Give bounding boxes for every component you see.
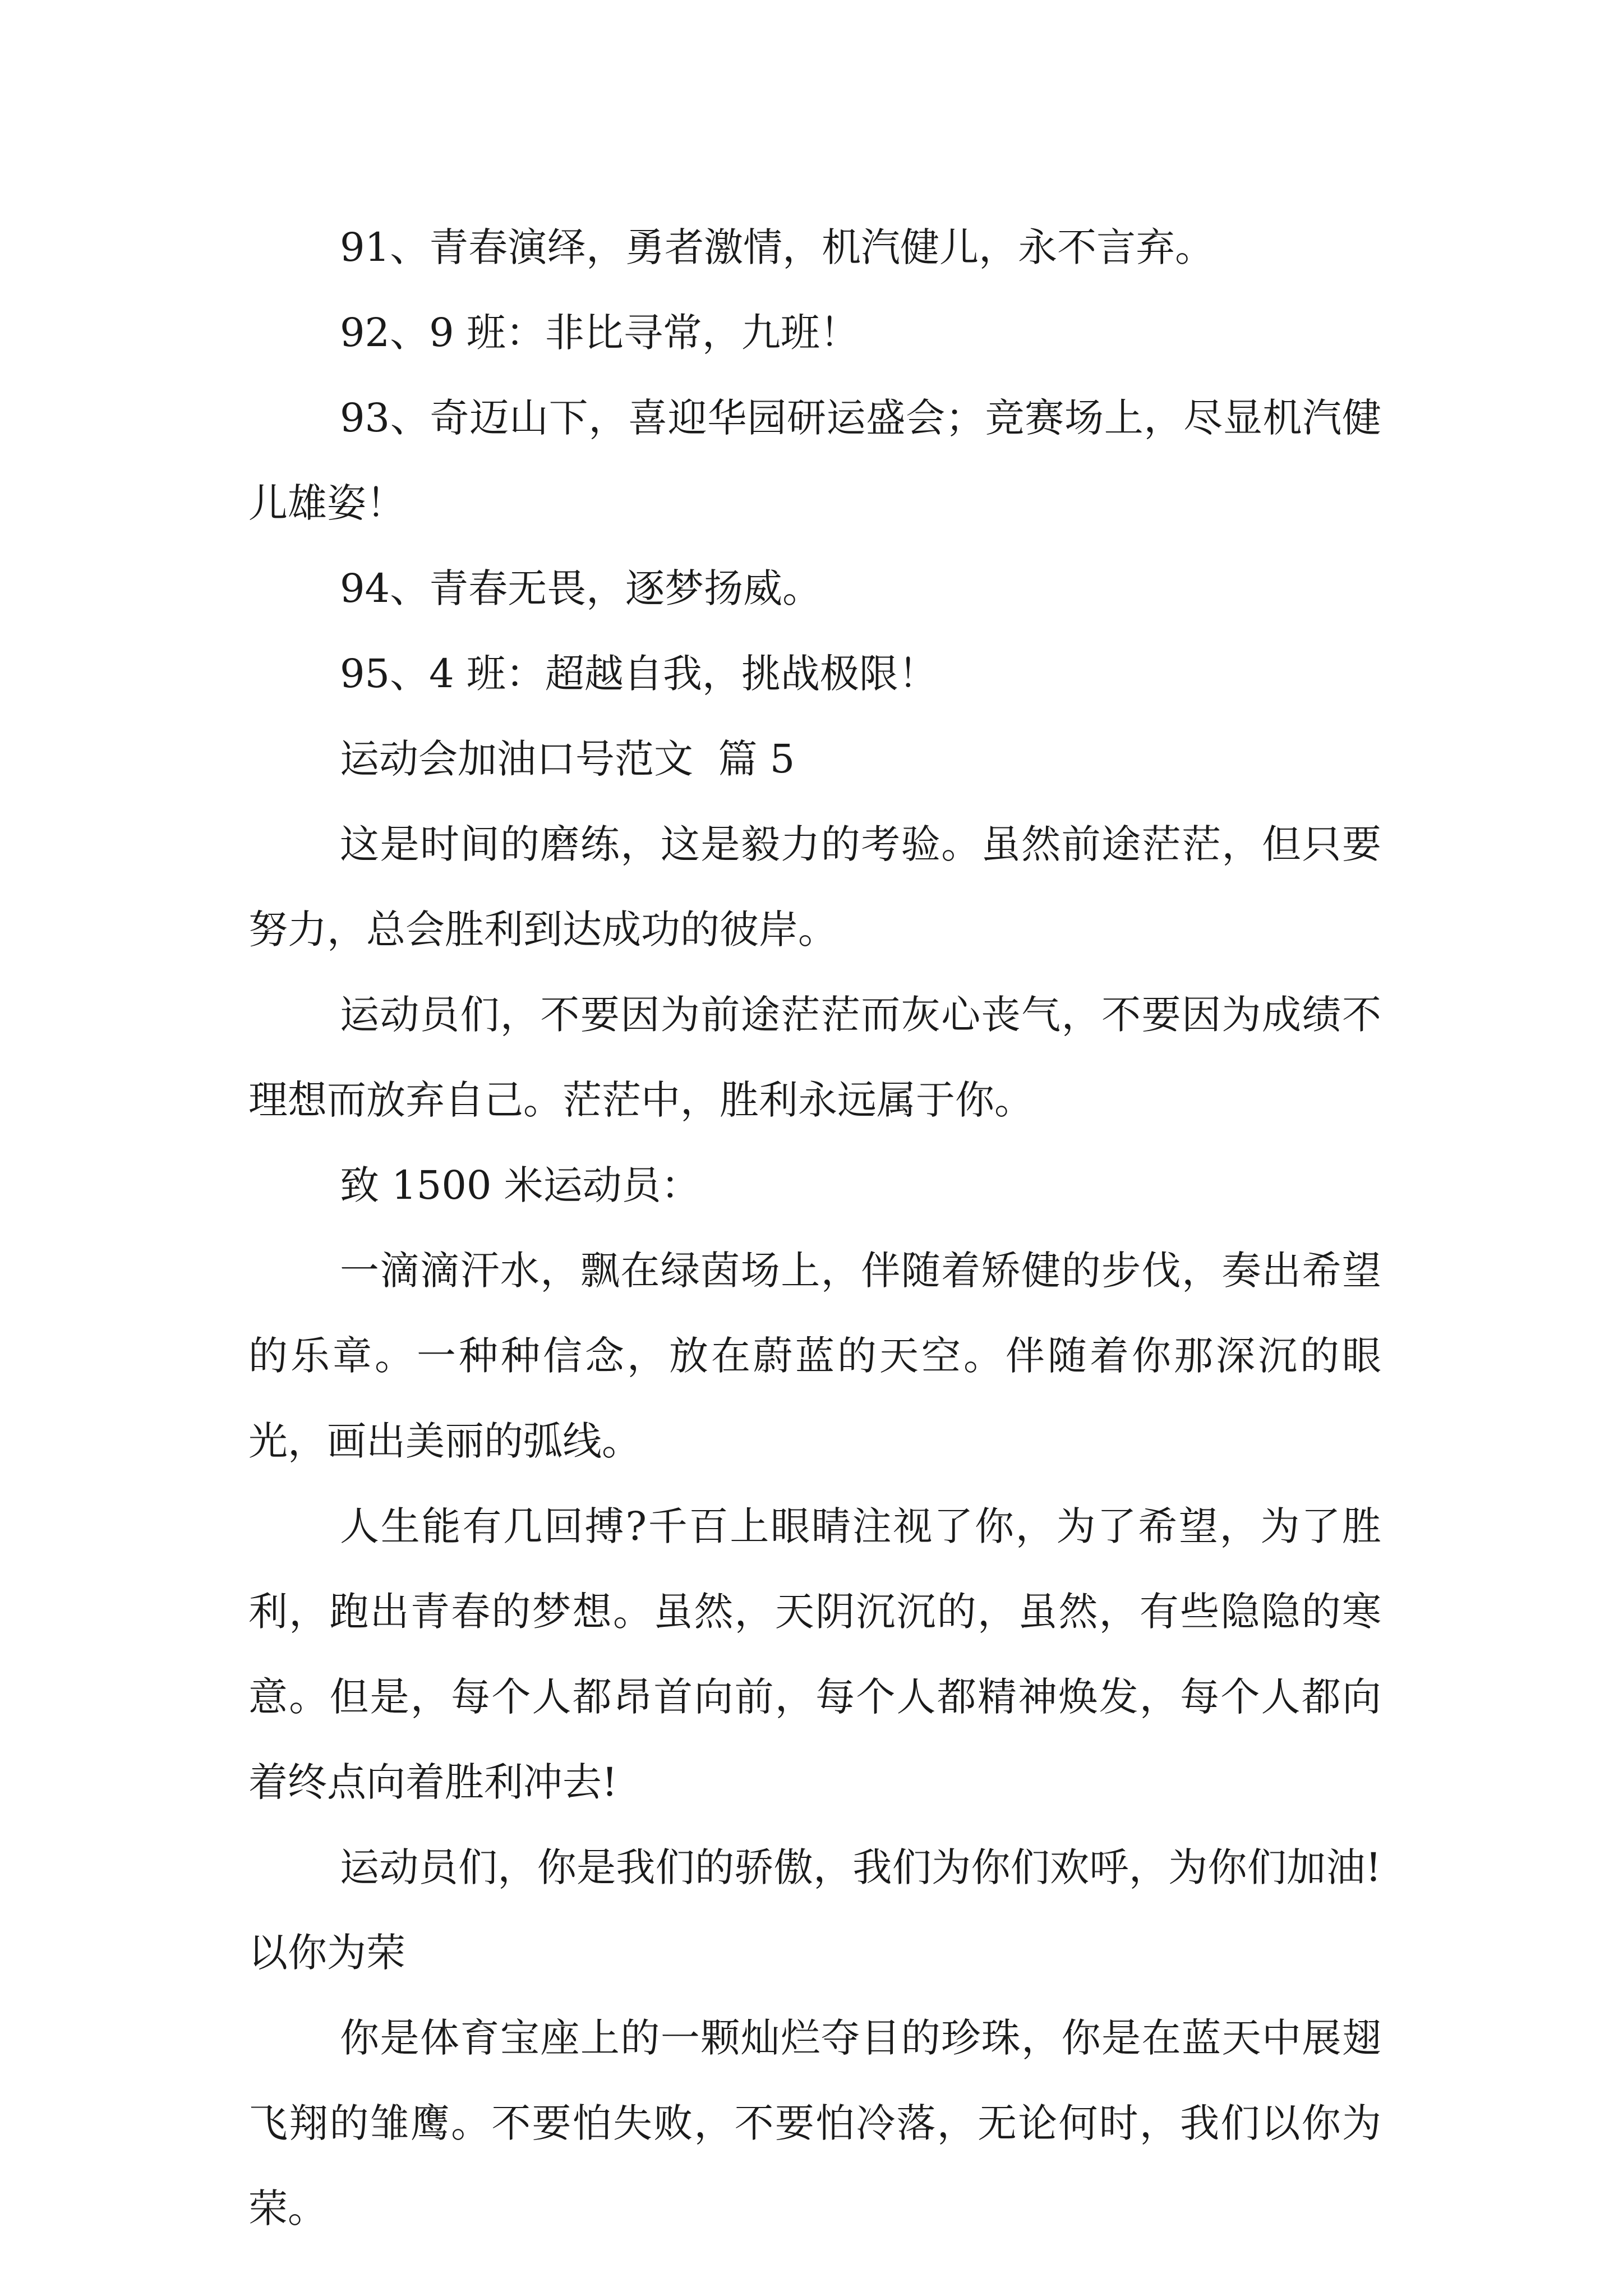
slogan-91: 91、青春演绎，勇者激情，机汽健儿，永不言弃。 bbox=[340, 224, 1215, 270]
slogan-92: 92、9 班：非比寻常，九班！ bbox=[340, 310, 859, 356]
body-paragraph: 人生能有几回搏?千百上眼睛注视了你，为了希望，为了胜利，跑出青春的梦想。虽然，天阴沉沉的，虽然，有些隐隐的寒意。但是，每个人都昂首向前，每个人都精神焕发，每个人都向着终点向着胜利冲去! bbox=[248, 1503, 1381, 1805]
body-paragraph: 运动员们，不要因为前途茫茫而灰心丧气，不要因为成绩不理想而放弃自己。茫茫中，胜利永远属于你。 bbox=[248, 992, 1381, 1123]
body-paragraph: 你是体育宝座上的一颗灿烂夺目的珍珠，你是在蓝天中展翅飞翔的雏鹰。不要怕失败，不要怕冷落，无论何时，我们以你为荣。 bbox=[248, 2015, 1381, 2231]
document-body bbox=[248, 205, 1381, 2251]
slogan-95: 95、4 班：超越自我，挑战极限！ bbox=[340, 651, 938, 697]
body-paragraph: 这是时间的磨练，这是毅力的考验。虽然前途茫茫，但只要努力，总会胜利到达成功的彼岸。 bbox=[248, 821, 1381, 953]
body-paragraph: 一滴滴汗水，飘在绿茵场上，伴随着矫健的步伐，奏出希望的乐章。一种种信念，放在蔚蓝的天空。伴随着你那深沉的眼光，画出美丽的弧线。 bbox=[248, 1248, 1381, 1464]
slogan-94: 94、青春无畏，逐梦扬威。 bbox=[340, 565, 822, 611]
section-heading: 运动会加油口号范文 篇 5 bbox=[340, 736, 795, 782]
dedication-line: 致 1500 米运动员： bbox=[340, 1162, 700, 1208]
body-paragraph: 运动员们，你是我们的骄傲，我们为你们欢呼，为你们加油!以你为荣 bbox=[248, 1844, 1381, 1976]
slogan-93: 93、奇迈山下，喜迎华园研运盛会；竞赛场上，尽显机汽健儿雄姿！ bbox=[248, 395, 1381, 526]
